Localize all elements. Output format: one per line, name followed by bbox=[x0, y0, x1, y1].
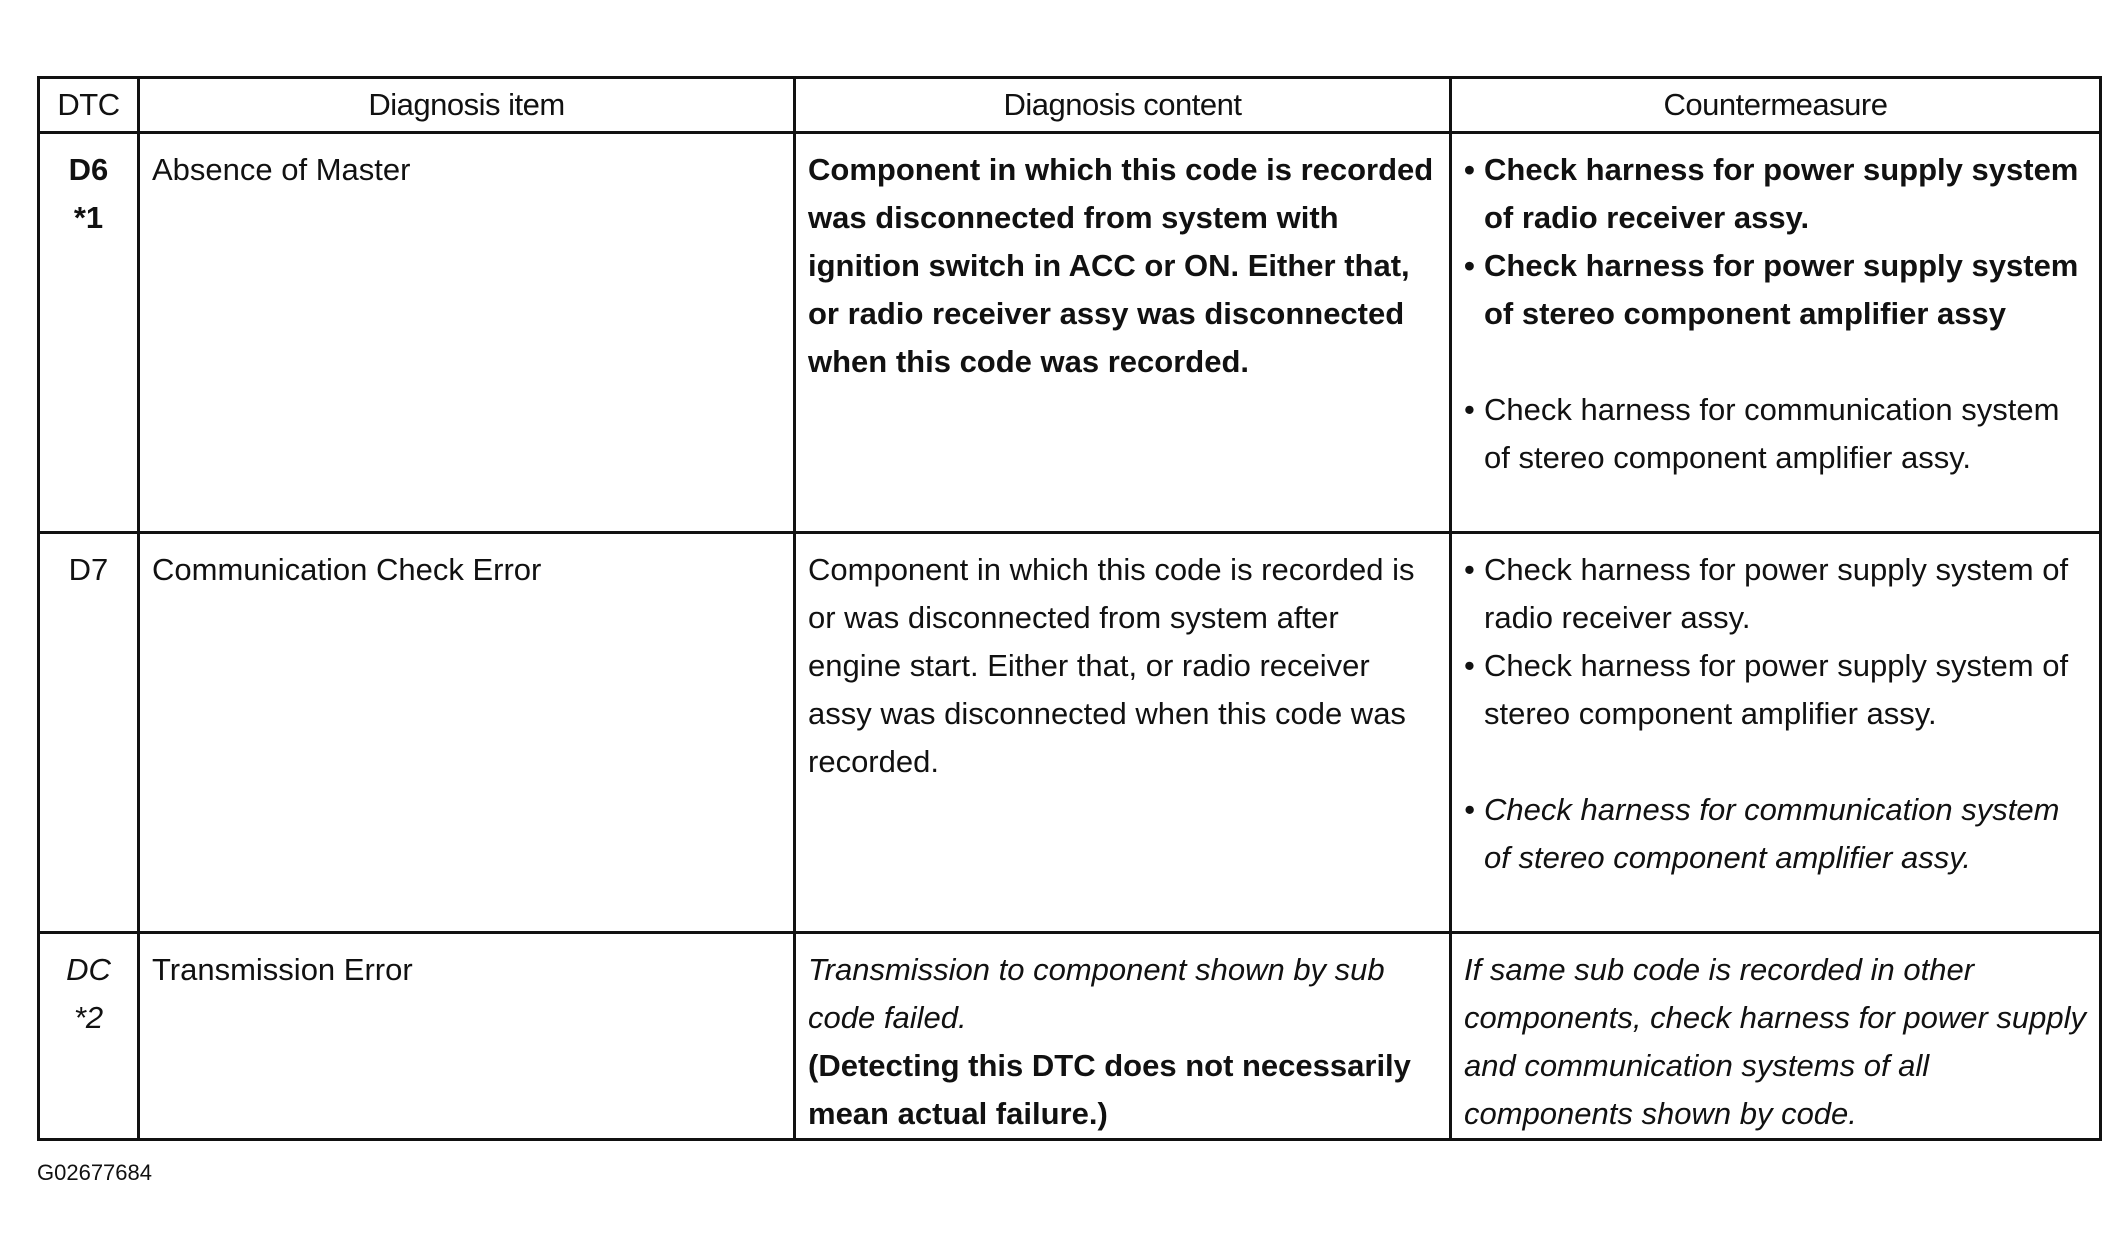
header-countermeasure: Countermeasure bbox=[1451, 78, 2101, 133]
countermeasure-item: • Check harness for communication system of stereo component amplifier assy. bbox=[1464, 386, 2087, 482]
header-diagnosis-item: Diagnosis item bbox=[139, 78, 795, 133]
countermeasure-text: If same sub code is recorded in other components, check harness for power supply and communication systems of all components shown by code. bbox=[1451, 933, 2101, 1140]
diagnosis-content-cell bbox=[795, 933, 1451, 1140]
countermeasure-item: • Check harness for power supply system of stereo component amplifier assy bbox=[1464, 242, 2087, 338]
countermeasure-cell bbox=[1451, 133, 2101, 533]
dtc-code: DC bbox=[66, 952, 111, 987]
countermeasure-list bbox=[1464, 146, 2087, 482]
diagnosis-content-note: (Detecting this DTC does not necessarily mean actual failure.) bbox=[808, 1048, 1411, 1131]
dtc-cell bbox=[39, 133, 139, 533]
diagnosis-content: Component in which this code is recorded is or was disconnected from system after engine start. Either that, or radio receiver assy was disconnected when this code was recorded. bbox=[795, 533, 1451, 933]
countermeasure-item: • Check harness for power supply system of stereo component amplifier assy. bbox=[1464, 642, 2087, 738]
table-row bbox=[39, 933, 2101, 1140]
dtc-cell bbox=[39, 533, 139, 933]
diagnosis-item: Communication Check Error bbox=[139, 533, 795, 933]
countermeasure-item: • Check harness for power supply system of radio receiver assy. bbox=[1464, 546, 2087, 642]
table-header-row bbox=[39, 78, 2101, 133]
dtc-code: D7 bbox=[68, 552, 109, 587]
diagnosis-item: Absence of Master bbox=[139, 133, 795, 533]
countermeasure-list bbox=[1464, 546, 2087, 882]
dtc-note: *1 bbox=[73, 200, 104, 235]
table-row bbox=[39, 133, 2101, 533]
header-dtc: DTC bbox=[39, 78, 139, 133]
figure-id: G02677684 bbox=[37, 1160, 152, 1185]
diagnosis-content: Component in which this code is recorded was disconnected from system with ignition switch in ACC or ON. Either that, or radio receiver assy was disconnected when this code was recorded. bbox=[795, 133, 1451, 533]
table-row bbox=[39, 533, 2101, 933]
diagnosis-content: Transmission to component shown by sub code failed. bbox=[808, 952, 1385, 1035]
dtc-note: *2 bbox=[73, 1000, 104, 1035]
dtc-cell bbox=[39, 933, 139, 1140]
diagnosis-item: Transmission Error bbox=[139, 933, 795, 1140]
countermeasure-item: • Check harness for power supply system of radio receiver assy. bbox=[1464, 146, 2087, 242]
dtc-code: D6 bbox=[68, 152, 109, 187]
dtc-table bbox=[37, 76, 2102, 1141]
header-diagnosis-content: Diagnosis content bbox=[795, 78, 1451, 133]
countermeasure-item: • Check harness for communication system of stereo component amplifier assy. bbox=[1464, 786, 2087, 882]
countermeasure-cell bbox=[1451, 533, 2101, 933]
